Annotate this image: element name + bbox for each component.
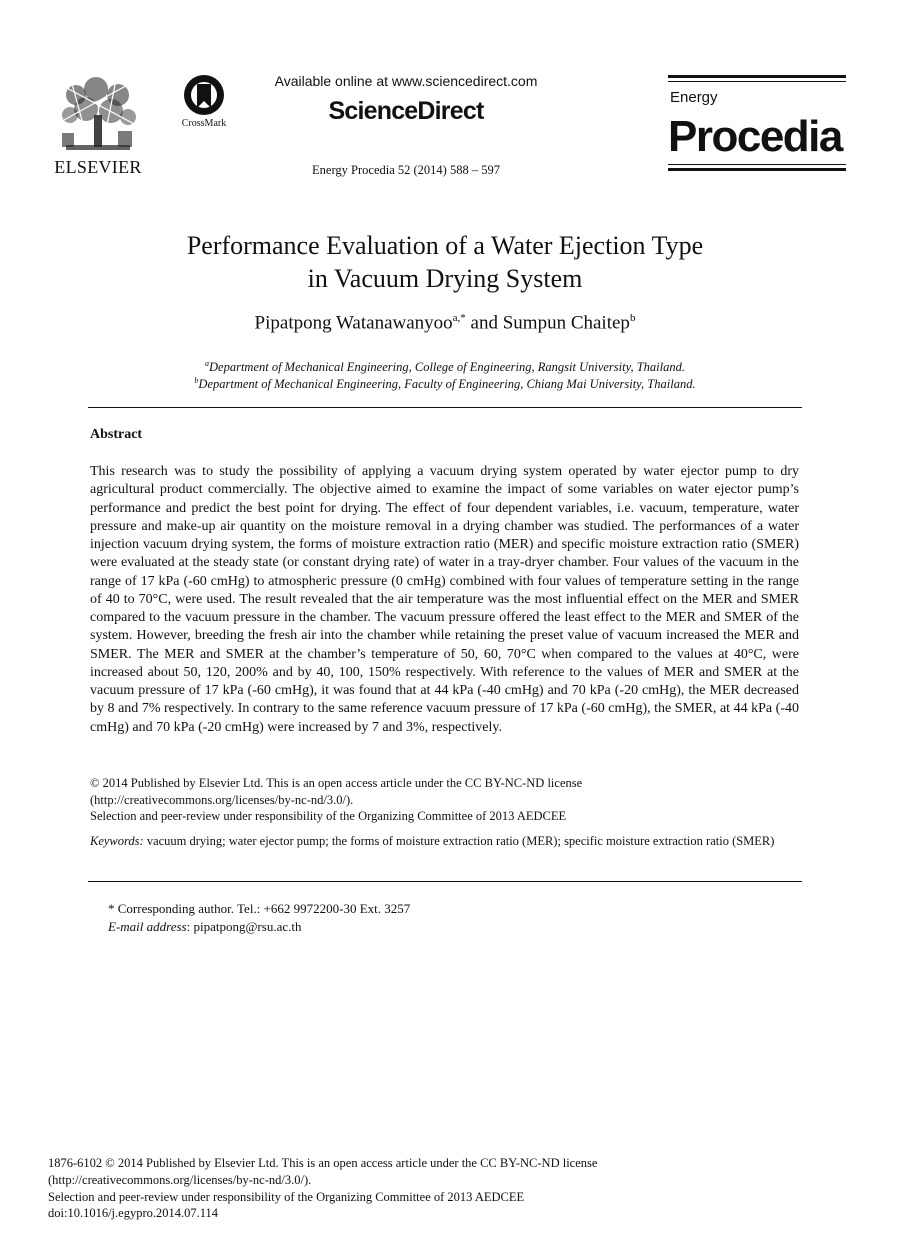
- title-line-2: in Vacuum Drying System: [307, 264, 583, 293]
- crossmark-logo[interactable]: [173, 74, 235, 134]
- correspondence: [108, 900, 808, 935]
- license-line: © 2014 Published by Elsevier Ltd. This is an open access article under the CC BY-NC-ND license: [90, 776, 583, 790]
- affiliation-marker: a: [205, 359, 209, 368]
- elsevier-wordmark: ELSEVIER: [54, 157, 142, 177]
- affiliation-text: Department of Mechanical Engineering, College of Engineering, Rangsit University, Thailand.: [209, 360, 685, 375]
- license-link[interactable]: (http://creativecommons.org/licenses/by-nc-nd/3.0/).: [90, 792, 354, 807]
- footer-peer-review: Selection and peer-review under responsibility of the Organizing Committee of 2013 AEDCEE: [48, 1189, 525, 1204]
- logo-rule-bottom-thin: [668, 164, 846, 165]
- license-notice: [90, 775, 799, 825]
- footer-doi[interactable]: doi:10.1016/j.egypro.2014.07.114: [48, 1206, 219, 1221]
- email-label: E-mail address: [108, 918, 187, 934]
- crossmark-label: CrossMark: [181, 118, 227, 129]
- keywords: [90, 833, 799, 850]
- divider-bottom: [88, 881, 802, 882]
- journal-logo-procedia: Procedia: [668, 112, 842, 161]
- author-conjunction: and: [465, 312, 503, 334]
- journal-logo-energy: Energy: [670, 89, 718, 106]
- keywords-label: Keywords:: [90, 834, 144, 848]
- journal-citation: Energy Procedia 52 (2014) 588 – 597: [312, 163, 500, 177]
- logo-rule-bottom: [668, 168, 846, 171]
- available-online-link[interactable]: Available online at www.sciencedirect.com: [274, 73, 538, 89]
- abstract-body: This research was to study the possibility of applying a vacuum drying system operated by water ejector pump to dry agricultural product commercially. The objective aimed to examine the impact of some variables on water ejector pump’s performance and predict the best point for drying. The effect of four dependent variables, i.e. vacuum, temperature, water pressure and make-up air quantity on the moisture removal in a drying chamber was studied. The performances of a water injection vacuum drying system, the forms of moisture extraction ratio (MER) and specific moisture extraction ratio (SMER) were evaluated at the steady state (or constant drying rate) of water in a tray-dryer chamber. Four values of the vacuum in the range of 17 kPa (-60 cmHg) to atmospheric pressure (0 cmHg) combined with four values of temperature setting in the range of 40 to 70°C, were used. The result revealed that the air temperature was the most influential effect on the MER and SMER compared to the vacuum pressure in the chamber. The vacuum pressure offered the least effect to the MER and SMER of the system. However, breeding the fresh air into the chamber while retaining the preset value of vacuum increased the MER and SMER. The MER and SMER at the chamber’s temperature of 50, 60, 70°C when compared to the values at 40°C, were increased about 50, 120, 200% and by 40, 100, 150% respectively. With reference to the values of MER and SMER at the vacuum pressure of 17 kPa (-60 cmHg), it was found that at 44 kPa (-40 cmHg) and 70 kPa (-20 cmHg), the MER decreased by 8 and 7% respectively. In contrary to the same reference vacuum pressure of 17 kPa (-60 cmHg), the SMER, at 44 kPa (-40 cmHg) and 70 kPa (-20 cmHg) were increased by 7 and 3%, respectively.: [90, 464, 799, 735]
- page-footer: [48, 1155, 868, 1222]
- affiliation-b: [60, 376, 830, 392]
- footer-license-link[interactable]: (http://creativecommons.org/licenses/by-nc-nd/3.0/).: [48, 1172, 312, 1187]
- author-list: [90, 312, 800, 334]
- keywords-text: vacuum drying; water ejector pump; the forms of moisture extraction ratio (MER); specific moisture extraction ratio (SMER): [143, 834, 775, 848]
- affiliation-a: [60, 359, 830, 375]
- affiliation-text: Department of Mechanical Engineering, Faculty of Engineering, Chiang Mai University, Thailand.: [198, 377, 696, 392]
- logo-rule-top: [668, 75, 846, 78]
- author-affiliation-marker: b: [629, 312, 636, 324]
- journal-logo: [668, 75, 846, 171]
- logo-rule-top-thin: [668, 81, 846, 82]
- email-address[interactable]: : pipatpong@rsu.ac.th: [186, 918, 302, 934]
- divider-top: [88, 407, 802, 408]
- author-name: Pipatpong Watanawanyoo: [254, 312, 453, 334]
- corresponding-author: * Corresponding author. Tel.: +662 9972200-30 Ext. 3257: [108, 901, 411, 916]
- sciencedirect-logo[interactable]: ScienceDirect: [328, 97, 484, 125]
- article-title: [90, 229, 800, 295]
- license-line: Selection and peer-review under responsibility of the Organizing Committee of 2013 AEDCEE: [90, 809, 567, 823]
- author-affiliation-marker: a,*: [452, 312, 466, 324]
- affiliation-marker: b: [194, 376, 199, 385]
- author-name: Sumpun Chaitep: [502, 312, 630, 334]
- elsevier-logo: [50, 75, 146, 175]
- abstract-heading: Abstract: [90, 427, 143, 442]
- elsevier-tree-icon: [56, 75, 140, 155]
- footer-copyright: 1876-6102 © 2014 Published by Elsevier Ltd. This is an open access article under the CC BY-NC-ND license: [48, 1156, 598, 1170]
- title-line-1: Performance Evaluation of a Water Ejection Type: [186, 231, 704, 260]
- crossmark-icon: [173, 74, 235, 118]
- email-line: [108, 918, 808, 936]
